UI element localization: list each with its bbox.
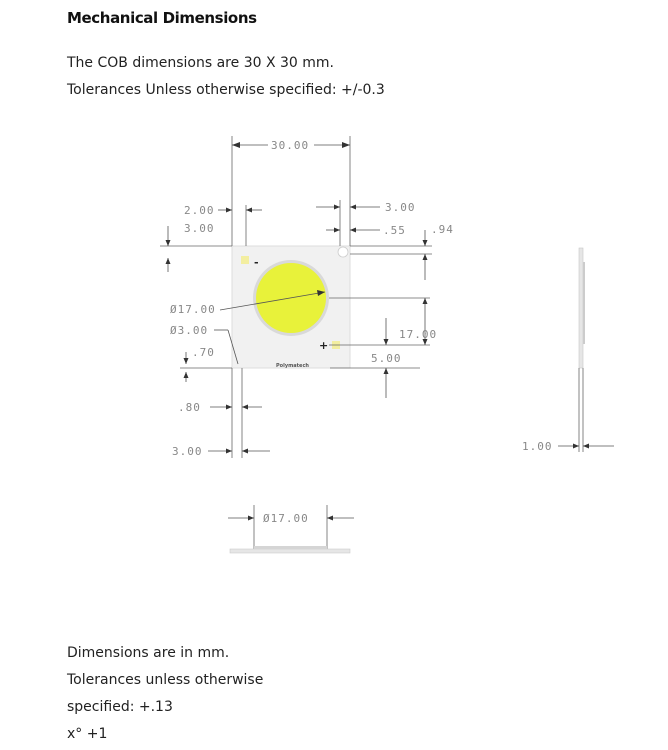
- notes-tolerance-value-line: specified: +.13: [67, 699, 173, 715]
- dim-right-small2-label: .94: [431, 223, 454, 236]
- side-view-board: [579, 248, 583, 368]
- dim-led-diameter-label: Ø17.00: [170, 303, 216, 316]
- side-view-lens: [583, 262, 585, 344]
- brand-label: Polymatech: [276, 363, 309, 369]
- section-heading: Mechanical Dimensions: [67, 9, 257, 27]
- mounting-hole: [338, 247, 348, 257]
- dim-bottom-left-label: 3.00: [172, 445, 203, 458]
- polarity-minus: -: [254, 256, 259, 269]
- notes-angle-line: x° +1: [67, 726, 108, 742]
- front-view-board: [230, 549, 350, 553]
- dim-width-label: 30.00: [271, 139, 310, 152]
- dim-left-mid-label: 3.00: [184, 222, 215, 235]
- dim-left-top-label: 2.00: [184, 204, 215, 217]
- dim-side-diameter-label: Ø17.00: [263, 512, 309, 525]
- dim-right-top-label: 3.00: [385, 201, 416, 214]
- dim-led-height-label: 17.00: [399, 328, 438, 341]
- polarity-plus: +: [319, 339, 329, 352]
- intro-tolerance-line: Tolerances Unless otherwise specified: +/-0.3: [67, 82, 385, 98]
- front-view-lens: [254, 546, 327, 549]
- dim-edge-b-label: .80: [178, 401, 201, 414]
- dim-edge-a-label: .70: [192, 346, 215, 359]
- solder-pad-minus: [241, 256, 249, 264]
- notes-units-line: Dimensions are in mm.: [67, 645, 230, 661]
- dim-right-small-label: .55: [383, 224, 406, 237]
- notes-text: [67, 640, 263, 748]
- notes-tolerance-line: Tolerances unless otherwise: [67, 672, 264, 688]
- dim-hole-diameter-label: Ø3.00: [170, 324, 209, 337]
- dim-thickness-label: 1.00: [522, 440, 553, 453]
- intro-dimensions-line: The COB dimensions are 30 X 30 mm.: [67, 55, 334, 71]
- dim-right-bottom-label: 5.00: [371, 352, 402, 365]
